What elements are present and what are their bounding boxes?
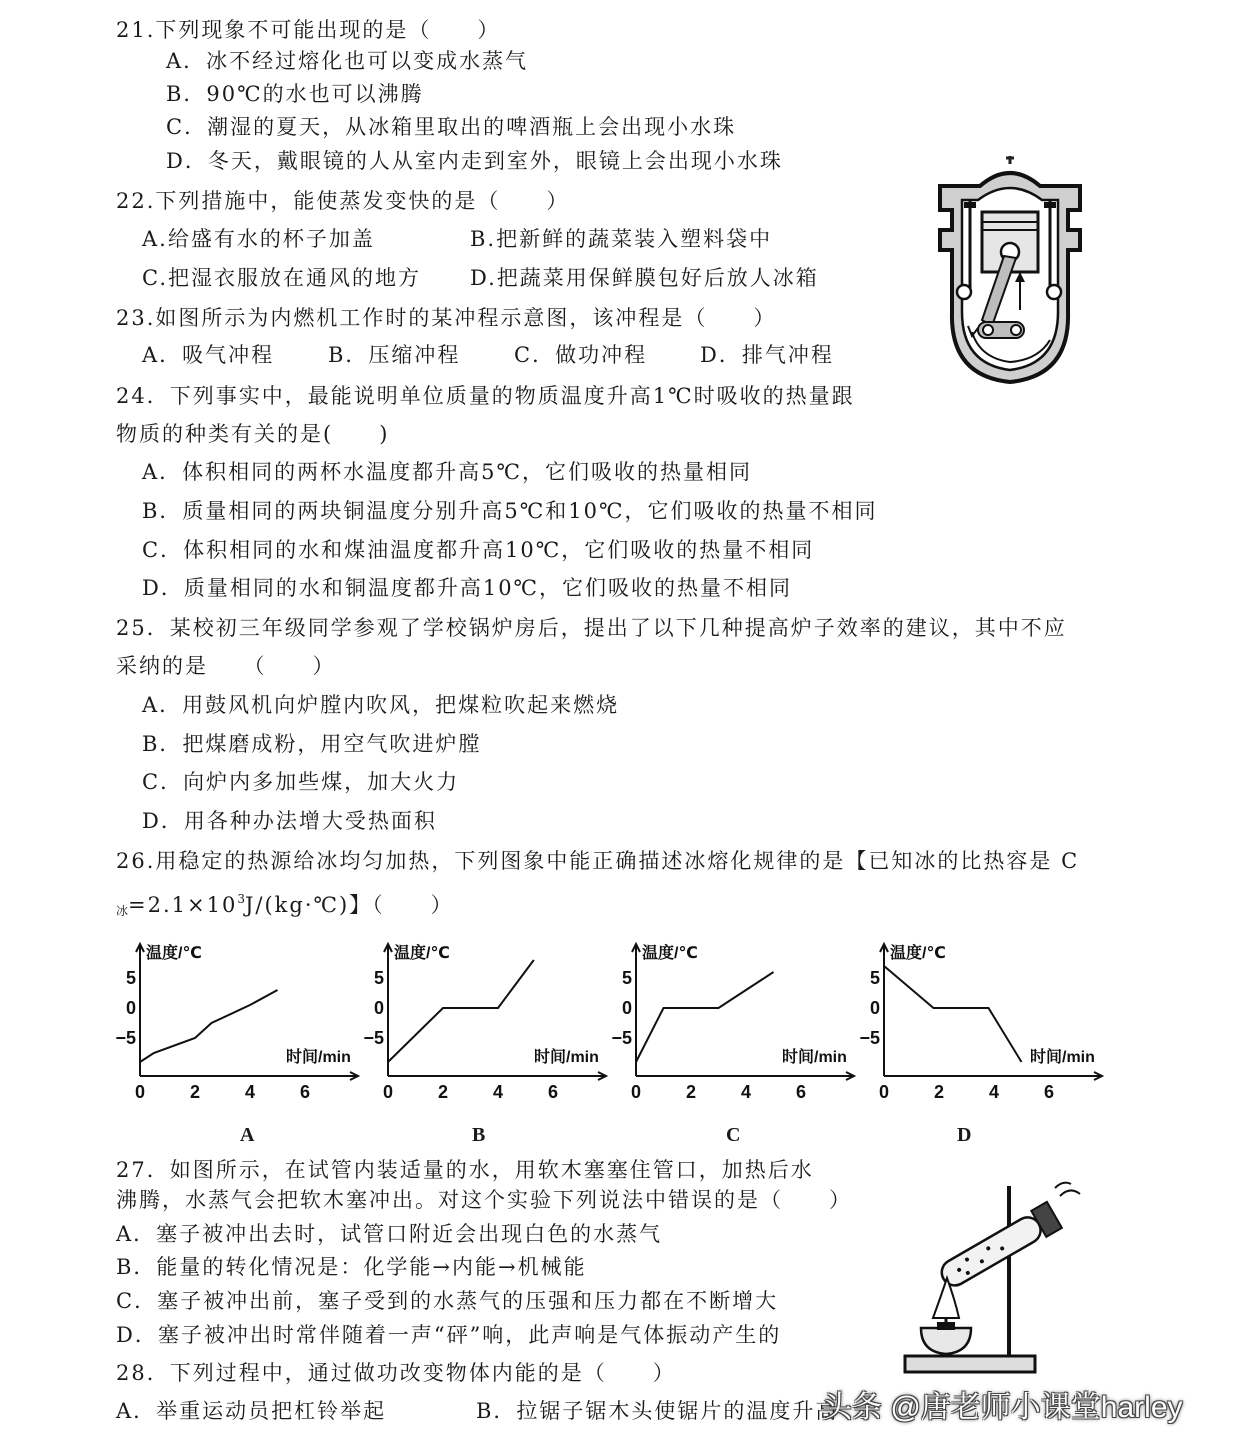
q26-formula-a: =2.1×10	[128, 893, 238, 917]
q21-option-b: B．90℃的水也可以沸腾	[166, 82, 424, 106]
q26-formula-b: J/(kg·℃)】（ ）	[244, 893, 454, 917]
y-tick-label: 5	[125, 968, 136, 988]
q25-option-b: B．把煤磨成粉，用空气吹进炉膛	[142, 732, 482, 756]
q24-option-c: C．体积相同的水和煤油温度都升高10℃，它们吸收的热量不相同	[142, 538, 815, 562]
x-tick-label: 2	[685, 1082, 697, 1102]
q24-option-d: D．质量相同的水和铜温度都升高10℃，它们吸收的热量不相同	[142, 576, 793, 600]
x-tick-label: 6	[1043, 1082, 1055, 1102]
x-axis-label: 时间/min	[1030, 1049, 1095, 1066]
q23-option-b: B．压缩冲程	[328, 343, 461, 367]
y-axis-label: 温度/℃	[394, 945, 450, 962]
q27-option-d: D．塞子被冲出时常伴随着一声“砰”响，此声响是气体振动产生的	[116, 1323, 782, 1347]
q22-option-b: B.把新鲜的蔬菜装入塑料袋中	[470, 227, 773, 251]
x-tick-label: 2	[437, 1082, 449, 1102]
x-tick-label: 0	[878, 1082, 890, 1102]
y-tick-label: −5	[363, 1028, 384, 1048]
y-tick-label: 5	[621, 968, 632, 988]
chart-a-svg	[115, 936, 363, 1116]
q24-stem-line2: 物质的种类有关的是( )	[116, 422, 390, 446]
q25-stem-line2: 采纳的是 （ ）	[116, 654, 336, 678]
chart-a-label: A	[240, 1124, 255, 1146]
q21-option-d: D．冬天，戴眼镜的人从室内走到室外，眼镜上会出现小水珠	[166, 149, 783, 173]
q25-option-d: D．用各种办法增大受热面积	[142, 809, 437, 833]
chart-c	[611, 936, 859, 1116]
y-tick-label: −5	[611, 1028, 632, 1048]
chart-b-label: B	[472, 1124, 486, 1146]
q27-option-c: C．塞子被冲出前，塞子受到的水蒸气的压强和压力都在不断增大	[116, 1289, 779, 1313]
q23-option-c: C．做功冲程	[514, 343, 648, 367]
q23-option-a: A．吸气冲程	[142, 343, 275, 367]
chart-a	[115, 936, 363, 1116]
q28-option-b: B．拉锯子锯木头使锯片的温度升高	[476, 1399, 839, 1423]
x-tick-label: 6	[795, 1082, 807, 1102]
q22-option-d: D.把蔬菜用保鲜膜包好后放人冰箱	[470, 266, 819, 290]
q21-option-a: A．冰不经过熔化也可以变成水蒸气	[166, 49, 529, 73]
q25-option-c: C．向炉内多加些煤，加大火力	[142, 770, 460, 794]
chart-b-svg	[363, 936, 611, 1116]
engine-diagram	[930, 150, 1090, 390]
x-tick-label: 4	[244, 1082, 256, 1102]
y-axis-label: 温度/℃	[146, 945, 202, 962]
q23-option-d: D．排气冲程	[700, 343, 834, 367]
x-axis-label: 时间/min	[534, 1049, 599, 1066]
x-tick-label: 6	[547, 1082, 559, 1102]
y-tick-label: 0	[869, 998, 880, 1018]
q27-option-b: B．能量的转化情况是：化学能→内能→机械能	[116, 1255, 587, 1279]
q27-stem-line2: 沸腾，水蒸气会把软木塞冲出。对这个实验下列说法中错误的是（ ）	[116, 1188, 852, 1212]
q22-option-c: C.把湿衣服放在通风的地方	[142, 266, 421, 290]
y-tick-label: 0	[373, 998, 384, 1018]
y-tick-label: 0	[621, 998, 632, 1018]
x-tick-label: 4	[492, 1082, 504, 1102]
x-tick-label: 2	[933, 1082, 945, 1102]
chart-c-svg	[611, 936, 859, 1116]
x-tick-label: 0	[630, 1082, 642, 1102]
y-tick-label: −5	[859, 1028, 880, 1048]
x-tick-label: 6	[299, 1082, 311, 1102]
q26-stem-line2	[116, 886, 454, 924]
q27-option-a: A．塞子被冲出去时，试管口附近会出现白色的水蒸气	[116, 1222, 663, 1246]
y-tick-label: −5	[115, 1028, 136, 1048]
test-tube-apparatus	[895, 1178, 1095, 1378]
q22-stem: 22.下列措施中，能使蒸发变快的是（ ）	[116, 189, 570, 213]
series-line	[140, 990, 278, 1062]
series-line	[884, 966, 1022, 1062]
q26-stem-line1: 26.用稳定的热源给冰均匀加热，下列图象中能正确描述冰熔化规律的是【已知冰的比热容是 C	[116, 849, 1080, 873]
series-line	[636, 972, 774, 1062]
chart-c-label: C	[726, 1124, 741, 1146]
chart-b	[363, 936, 611, 1116]
y-tick-label: 5	[869, 968, 880, 988]
q24-option-a: A．体积相同的两杯水温度都升高5℃，它们吸收的热量相同	[142, 460, 753, 484]
x-tick-label: 0	[134, 1082, 146, 1102]
y-tick-label: 0	[125, 998, 136, 1018]
q26-subscript: 冰	[116, 904, 129, 918]
chart-d-label: D	[957, 1124, 972, 1146]
x-tick-label: 4	[740, 1082, 752, 1102]
q28-stem: 28．下列过程中，通过做功改变物体内能的是（ ）	[116, 1361, 676, 1385]
q27-stem-line1: 27．如图所示，在试管内装适量的水，用软木塞塞住管口，加热后水	[116, 1158, 814, 1182]
q23-stem: 23.如图所示为内燃机工作时的某冲程示意图，该冲程是（ ）	[116, 306, 777, 330]
q25-stem-line1: 25．某校初三年级同学参观了学校锅炉房后，提出了以下几种提高炉子效率的建议，其中不应	[116, 616, 1067, 640]
x-tick-label: 4	[988, 1082, 1000, 1102]
y-tick-label: 5	[373, 968, 384, 988]
q21-option-c: C．潮湿的夏天，从冰箱里取出的啤酒瓶上会出现小水珠	[166, 115, 737, 139]
q26-superscript: 3	[237, 892, 245, 906]
q24-option-b: B．质量相同的两块铜温度分别升高5℃和10℃，它们吸收的热量不相同	[142, 499, 878, 523]
q21-stem: 21.下列现象不可能出现的是（ ）	[116, 18, 501, 42]
series-line	[388, 960, 534, 1062]
y-axis-label: 温度/℃	[890, 945, 946, 962]
watermark: 头条 @唐老师小课堂harley	[822, 1391, 1183, 1424]
x-axis-label: 时间/min	[782, 1049, 847, 1066]
x-axis-label: 时间/min	[286, 1049, 351, 1066]
x-tick-label: 2	[189, 1082, 201, 1102]
q28-option-a: A．举重运动员把杠铃举起	[116, 1399, 387, 1423]
q22-option-a: A.给盛有水的杯子加盖	[142, 227, 375, 251]
q25-option-a: A．用鼓风机向炉膛内吹风，把煤粒吹起来燃烧	[142, 693, 620, 717]
q24-stem-line1: 24．下列事实中，最能说明单位质量的物质温度升高1℃时吸收的热量跟	[116, 384, 855, 408]
x-tick-label: 0	[382, 1082, 394, 1102]
chart-d-svg	[859, 936, 1107, 1116]
y-axis-label: 温度/℃	[642, 945, 698, 962]
chart-d	[859, 936, 1107, 1116]
